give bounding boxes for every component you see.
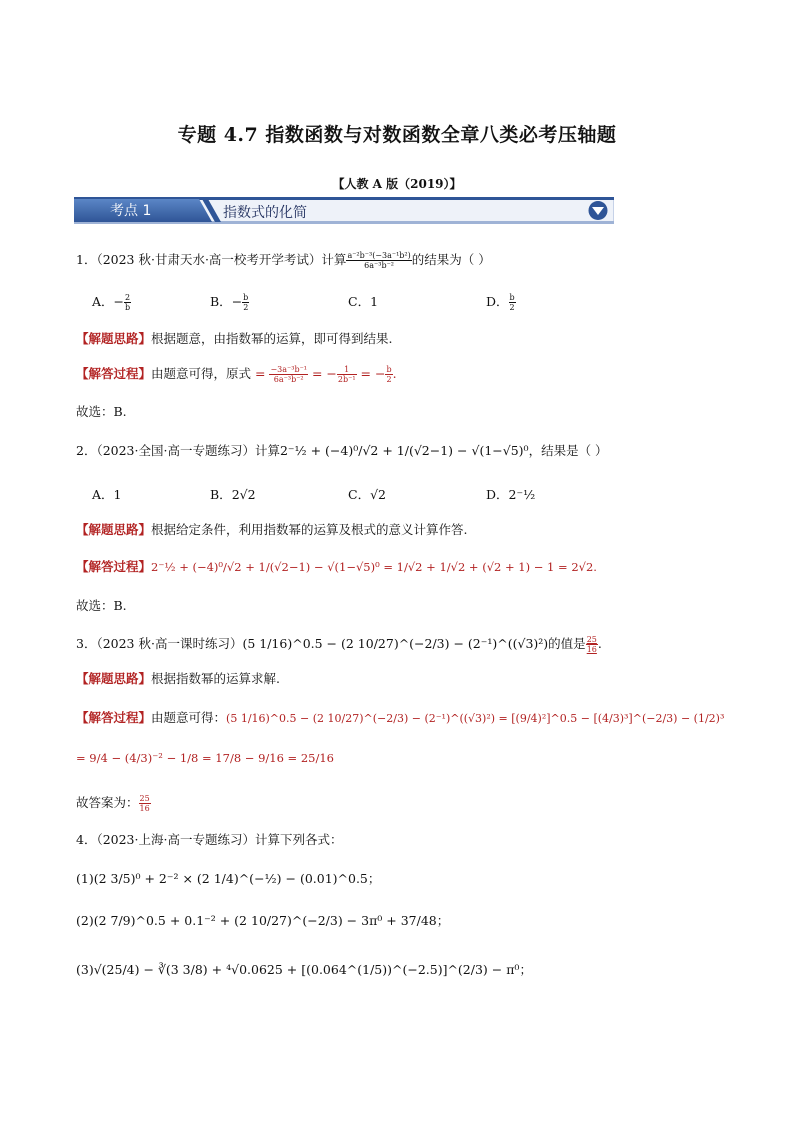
q2-option-a: A．1: [92, 487, 122, 502]
question-4: 4．（2023·上海·高一专题练习）计算下列各式：: [76, 832, 343, 847]
question-3: 3．（2023 秋·高一课时练习）(5 1/16)^0.5 − (2 10/27)^(−2/3) − (2⁻¹)^((√3)²)的值是 $\frac{25}{16}$ .: [76, 635, 602, 654]
q4-item-2: (2)(2 7/9)^0.5 + 0.1⁻² + (2 10/27)^(−2/3) − 3π⁰ + 37/48；: [76, 913, 450, 928]
q1-solution: 【解答过程】由题意可得，原式 = $\frac{\text{−3a⁻³b⁻¹}}{\text{6a⁻³b⁻²}}$ = − $\frac{1}{\text{2b⁻¹}}$ = − $\frac{b}{2}$ .: [76, 365, 397, 384]
q2-solution: 【解答过程】2⁻½ + (−4)⁰/√2 + 1/(√2−1) − √(1−√5)⁰ = 1/√2 + 1/√2 + (√2 + 1) − 1 = 2√2.: [76, 559, 597, 574]
q2-option-c: C．√2: [348, 487, 386, 502]
q2-expression: 2⁻½ + (−4)⁰/√2 + 1/(√2−1) − √(1−√5)⁰: [279, 443, 529, 458]
section-label: 考点 1: [110, 203, 152, 219]
q3-solution-line-1: 【解答过程】由题意可得：(5 1/16)^0.5 − (2 10/27)^(−2/3) − (2⁻¹)^((√3)²) = [(9/4)²]^0.5 − [(4/3)³]^(−2/3) − (1/2)³: [76, 710, 725, 725]
q1-option-a: A．− $\frac{2}{b}$: [92, 293, 131, 312]
section-topic: 指数式的化简: [223, 205, 307, 221]
q2-hint: 【解题思路】根据给定条件，利用指数幂的运算及根式的意义计算作答.: [76, 522, 468, 537]
q3-answer: 故答案为： $\frac{25}{16}$: [76, 794, 150, 813]
q3-hint: 【解题思路】根据指数幂的运算求解.: [76, 671, 280, 686]
question-2: 2．（2023·全国·高一专题练习）计算2⁻½ + (−4)⁰/√2 + 1/(√2−1) − √(1−√5)⁰，结果是（ ）: [76, 443, 608, 458]
q1-prefix: 1．（2023 秋·甘肃天水·高一校考开学考试）计算: [76, 252, 347, 267]
q1-suffix: 的结果为（ ）: [411, 252, 491, 267]
q4-item-1: (1)(2 3/5)⁰ + 2⁻² × (2 1/4)^(−½) − (0.01)^0.5；: [76, 871, 381, 886]
q1-option-c: C．1: [348, 294, 379, 309]
q3-blank-answer: $\frac{25}{16}$: [586, 635, 597, 654]
question-1: [76, 250, 491, 270]
q1-option-b: B．− $\frac{b}{2}$: [210, 293, 249, 312]
q1-fraction: $\frac{\text{a⁻²b⁻³(−3a⁻¹b²)}}{\text{6a⁻³b⁻²}}$: [347, 251, 411, 270]
q1-hint: 【解题思路】根据题意，由指数幂的运算，即可得到结果.: [76, 331, 393, 346]
q3-solution-line-2: = 9/4 − (4/3)⁻² − 1/8 = 17/8 − 9/16 = 25/16: [76, 751, 334, 765]
q2-answer: 故选：B.: [76, 598, 127, 613]
edition-label: 【人教 A 版（2019）】: [332, 177, 462, 191]
q1-answer: 故选：B.: [76, 404, 127, 419]
q2-option-d: D．2⁻½: [486, 487, 536, 502]
q3-expression: (5 1/16)^0.5 − (2 10/27)^(−2/3) − (2⁻¹)^((√3)²): [242, 636, 549, 651]
section-header-bar: [74, 197, 614, 224]
page-title: 专题 4.7 指数函数与对数函数全章八类必考压轴题: [177, 124, 617, 146]
q1-option-d: D． $\frac{b}{2}$: [486, 293, 515, 312]
q2-option-b: B．2√2: [210, 487, 256, 502]
q4-item-3: (3)√(25/4) − ∛(3 3/8) + ⁴√0.0625 + [(0.064^(1/5))^(−2.5)]^(2/3) − π⁰；: [76, 962, 532, 977]
